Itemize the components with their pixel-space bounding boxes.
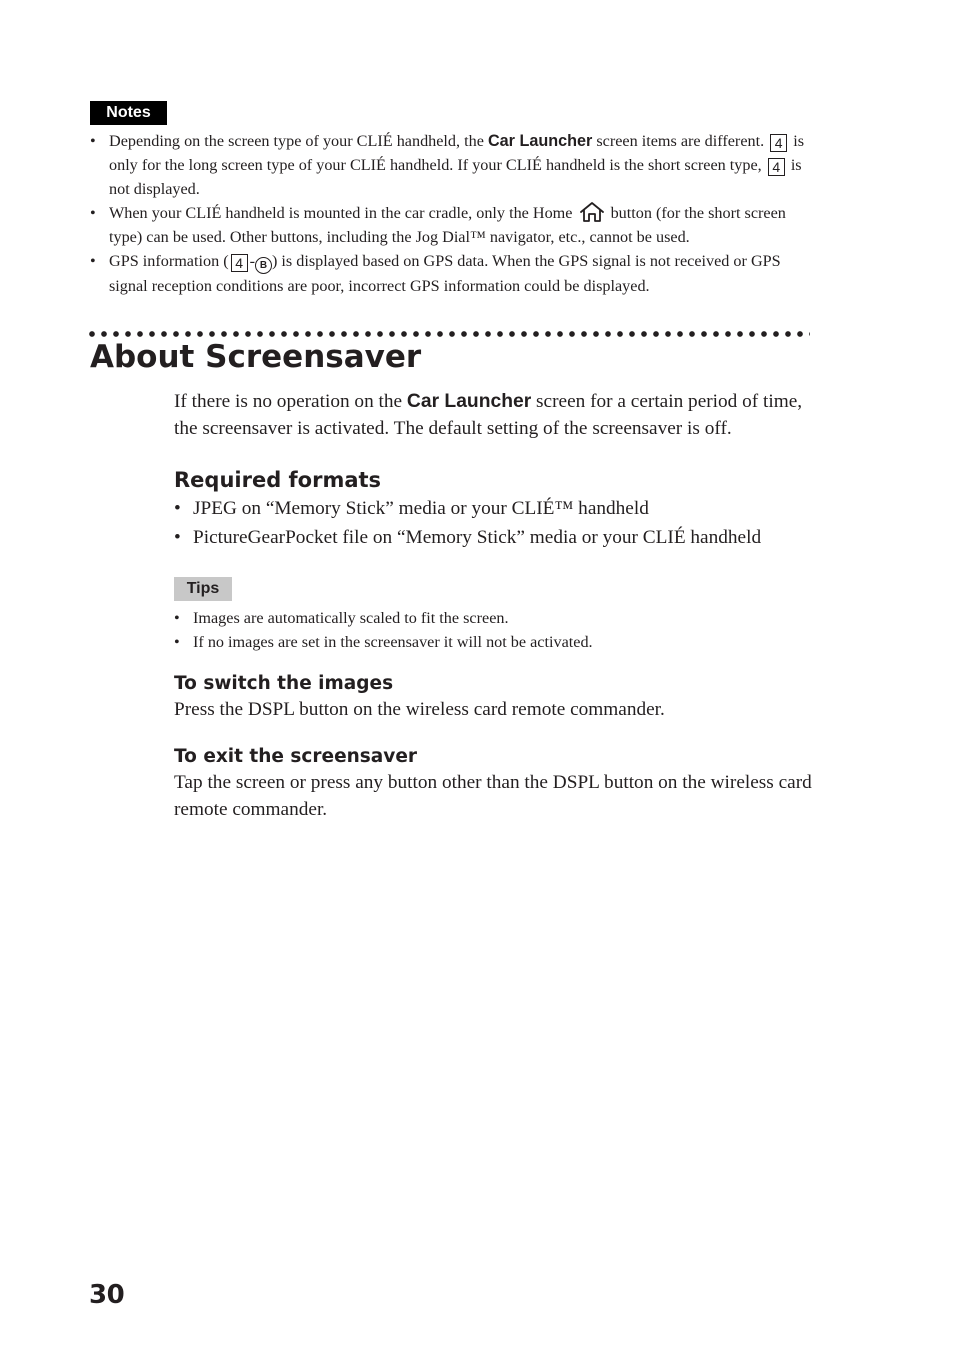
car-launcher-term: Car Launcher — [487, 132, 593, 150]
required-formats-list — [174, 494, 834, 552]
exit-screensaver-heading: To exit the screensaver — [174, 746, 418, 767]
note-item: • When your CLIÉ handheld is mounted in the car cradle, only the Home button (for the short screen type) can be used. Other buttons, including the Jog Dial™ navigator, etc., cannot be used. — [90, 201, 820, 249]
intro-paragraph: If there is no operation on the Car Launcher screen for a certain period of time, the screensaver is activated. The default setting of the screensaver is off. — [174, 391, 803, 439]
home-icon — [579, 201, 605, 223]
note-item: • Depending on the screen type of your CLIÉ handheld, the Car Launcher screen items are different. 4 is only for the long screen type of your CLIÉ handheld. If your CLIÉ handheld is the short screen type, 4 is not displayed. — [90, 129, 820, 201]
tips-label: Tips — [174, 577, 232, 601]
circled-letter-b: B — [255, 257, 272, 274]
tips-list — [174, 606, 824, 654]
list-item: • JPEG on “Memory Stick” media or your CLIÉ™ handheld — [174, 494, 834, 523]
callout-number-box: 4 — [770, 134, 787, 152]
tip-item: • Images are automatically scaled to fit the screen. — [174, 606, 824, 630]
car-launcher-term: Car Launcher — [406, 391, 532, 412]
page-number: 30 — [89, 1280, 125, 1310]
exit-screensaver-text: Tap the screen or press any button other than the DSPL button on the wireless card remote commander. — [174, 772, 812, 820]
callout-number-box: 4 — [231, 254, 248, 272]
note-item: • GPS information ( 4 - B ) is displayed based on GPS data. When the GPS signal is not received or GPS signal reception conditions are poor, incorrect GPS information could be displayed. — [90, 249, 820, 298]
callout-number-box: 4 — [768, 158, 785, 176]
required-formats-heading: Required formats — [174, 468, 382, 492]
notes-label: Notes — [90, 101, 167, 125]
notes-list — [90, 129, 820, 298]
switch-images-heading: To switch the images — [174, 673, 394, 694]
section-title: About Screensaver — [90, 339, 422, 375]
list-item: • PictureGearPocket file on “Memory Stick” media or your CLIÉ handheld — [174, 523, 834, 552]
tip-item: • If no images are set in the screensaver it will not be activated. — [174, 630, 824, 654]
switch-images-text: Press the DSPL button on the wireless card remote commander. — [174, 699, 665, 720]
